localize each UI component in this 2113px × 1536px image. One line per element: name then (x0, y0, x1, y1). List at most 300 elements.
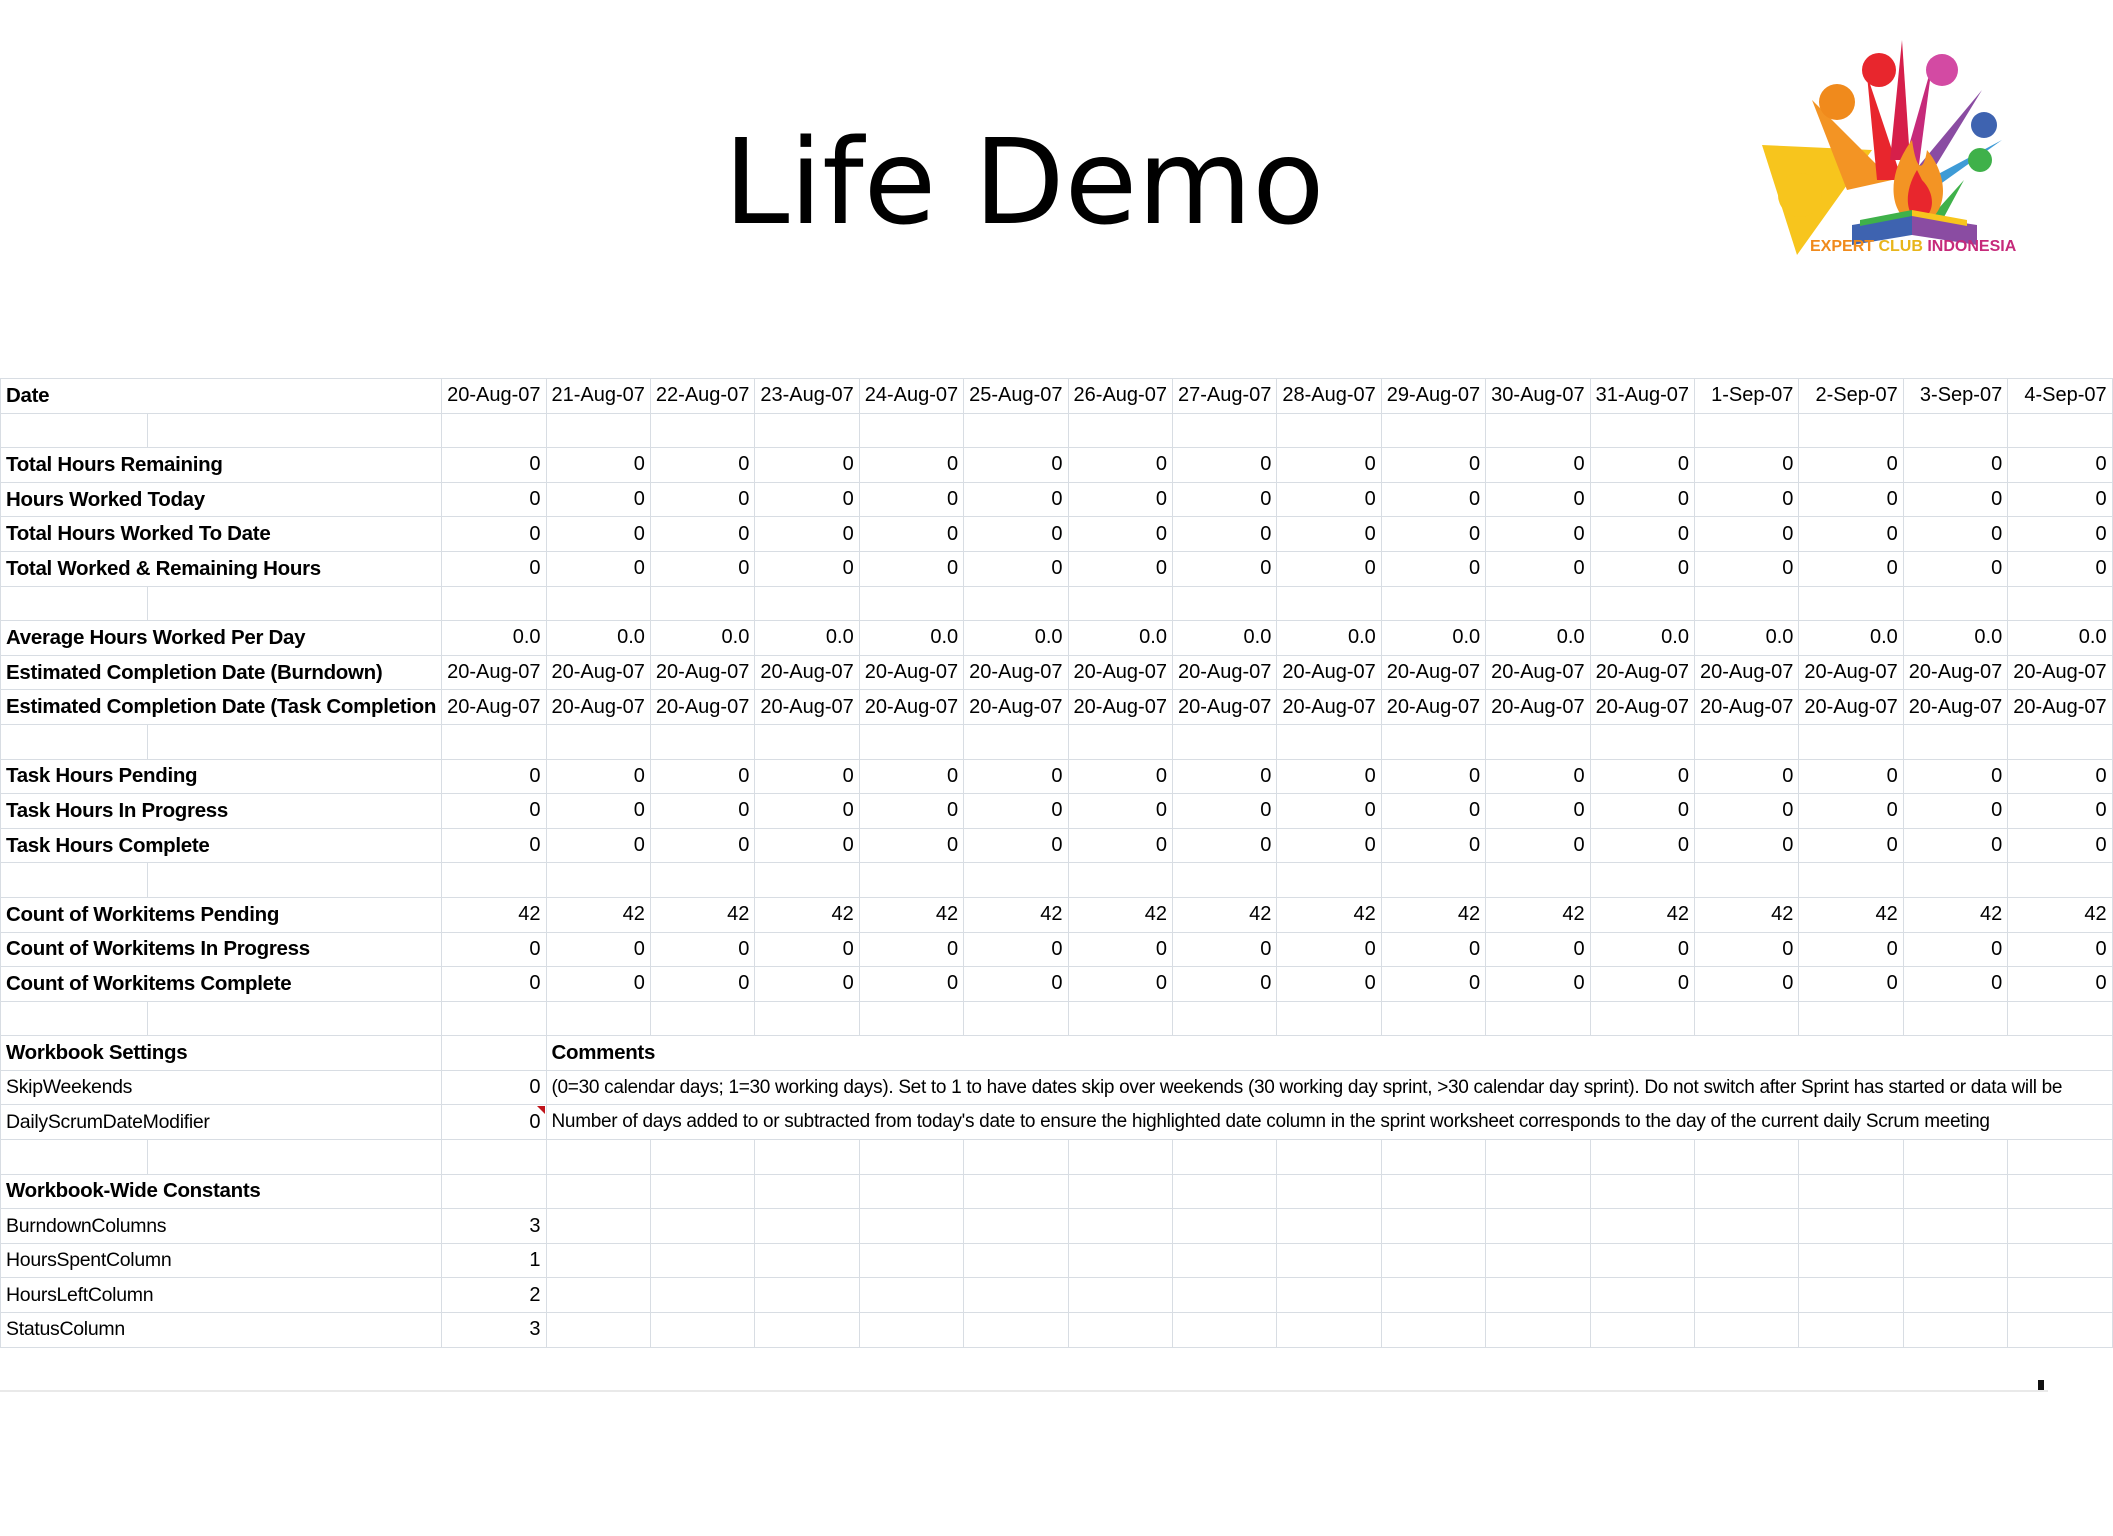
empty-cell[interactable] (1068, 413, 1172, 448)
empty-cell[interactable] (859, 413, 963, 448)
value-cell[interactable]: 0 (755, 967, 859, 1002)
setting-comment[interactable]: (0=30 calendar days; 1=30 working days). Set to 1 to have dates skip over weekends (30 working day sprint, >30 calendar day sprint). Do not switch after Sprint has started or data will be (546, 1070, 2112, 1105)
value-cell[interactable]: 0.0 (1903, 621, 2007, 656)
empty-cell[interactable] (755, 724, 859, 759)
date-header-cell[interactable]: 21-Aug-07 (546, 379, 650, 414)
empty-cell[interactable] (859, 1243, 963, 1278)
value-cell[interactable]: 20-Aug-07 (1381, 655, 1485, 690)
empty-cell[interactable] (964, 1313, 1068, 1348)
empty-cell[interactable] (2008, 724, 2112, 759)
empty-cell[interactable] (546, 1140, 650, 1175)
value-cell[interactable]: 20-Aug-07 (1590, 690, 1694, 725)
value-cell[interactable]: 0 (546, 517, 650, 552)
setting-value[interactable]: 0 (442, 1105, 546, 1140)
empty-cell[interactable] (1381, 1313, 1485, 1348)
value-cell[interactable]: 0.0 (964, 621, 1068, 656)
date-header-label[interactable]: Date (1, 379, 442, 414)
value-cell[interactable]: 0 (1068, 517, 1172, 552)
value-cell[interactable]: 0 (1590, 551, 1694, 586)
empty-cell[interactable] (1694, 413, 1798, 448)
value-cell[interactable]: 0 (1799, 517, 1903, 552)
date-header-cell[interactable]: 20-Aug-07 (442, 379, 546, 414)
value-cell[interactable]: 0 (2008, 517, 2112, 552)
empty-cell[interactable] (1590, 413, 1694, 448)
empty-cell[interactable] (1381, 1140, 1485, 1175)
empty-cell[interactable] (1381, 1209, 1485, 1244)
value-cell[interactable]: 0 (964, 517, 1068, 552)
empty-cell[interactable] (2008, 1140, 2112, 1175)
empty-cell[interactable] (1172, 586, 1276, 621)
empty-cell[interactable] (1381, 586, 1485, 621)
empty-cell[interactable] (1486, 1278, 1590, 1313)
empty-cell[interactable] (1486, 1140, 1590, 1175)
value-cell[interactable]: 0 (442, 517, 546, 552)
empty-cell[interactable] (650, 586, 754, 621)
empty-cell[interactable] (1799, 863, 1903, 898)
value-cell[interactable]: 0 (1068, 759, 1172, 794)
empty-cell[interactable] (1799, 1001, 1903, 1036)
value-cell[interactable]: 0 (1068, 482, 1172, 517)
value-cell[interactable]: 0 (1068, 828, 1172, 863)
empty-cell[interactable] (1068, 1174, 1172, 1209)
empty-cell[interactable] (546, 1278, 650, 1313)
value-cell[interactable]: 0 (1694, 482, 1798, 517)
constant-name[interactable]: BurndownColumns (1, 1209, 442, 1244)
empty-cell[interactable] (964, 1209, 1068, 1244)
empty-cell[interactable] (1694, 1243, 1798, 1278)
constant-name[interactable]: HoursSpentColumn (1, 1243, 442, 1278)
empty-cell[interactable] (1, 724, 148, 759)
value-cell[interactable]: 0 (859, 517, 963, 552)
date-header-cell[interactable]: 3-Sep-07 (1903, 379, 2007, 414)
value-cell[interactable]: 20-Aug-07 (964, 690, 1068, 725)
empty-cell[interactable] (1903, 1243, 2007, 1278)
constant-value[interactable]: 1 (442, 1243, 546, 1278)
value-cell[interactable]: 20-Aug-07 (1694, 655, 1798, 690)
empty-cell[interactable] (1068, 1278, 1172, 1313)
empty-cell[interactable] (2008, 1001, 2112, 1036)
value-cell[interactable]: 0 (1277, 551, 1381, 586)
value-cell[interactable]: 0 (650, 517, 754, 552)
empty-cell[interactable] (964, 1278, 1068, 1313)
value-cell[interactable]: 20-Aug-07 (1903, 690, 2007, 725)
row-label[interactable]: Hours Worked Today (1, 482, 442, 517)
empty-cell[interactable] (1694, 724, 1798, 759)
empty-cell[interactable] (1172, 1140, 1276, 1175)
constant-value[interactable]: 3 (442, 1209, 546, 1244)
value-cell[interactable]: 0 (1277, 448, 1381, 483)
empty-cell[interactable] (859, 1140, 963, 1175)
value-cell[interactable]: 0 (1903, 828, 2007, 863)
empty-cell[interactable] (650, 1140, 754, 1175)
value-cell[interactable]: 20-Aug-07 (1799, 690, 1903, 725)
empty-cell[interactable] (1903, 1001, 2007, 1036)
value-cell[interactable]: 20-Aug-07 (442, 690, 546, 725)
value-cell[interactable]: 0 (1590, 759, 1694, 794)
value-cell[interactable]: 0 (1277, 932, 1381, 967)
empty-cell[interactable] (650, 1278, 754, 1313)
value-cell[interactable]: 0 (442, 482, 546, 517)
value-cell[interactable]: 0 (1486, 794, 1590, 829)
value-cell[interactable]: 0 (1277, 482, 1381, 517)
value-cell[interactable]: 0.0 (859, 621, 963, 656)
empty-cell[interactable] (650, 1313, 754, 1348)
empty-cell[interactable] (1903, 1209, 2007, 1244)
value-cell[interactable]: 0 (1903, 932, 2007, 967)
empty-cell[interactable] (1590, 863, 1694, 898)
empty-cell[interactable] (1, 413, 148, 448)
value-cell[interactable]: 0 (1381, 551, 1485, 586)
value-cell[interactable]: 0 (650, 794, 754, 829)
value-cell[interactable]: 0 (442, 551, 546, 586)
value-cell[interactable]: 0 (1590, 517, 1694, 552)
value-cell[interactable]: 42 (964, 897, 1068, 932)
value-cell[interactable]: 20-Aug-07 (1590, 655, 1694, 690)
value-cell[interactable]: 0 (1590, 794, 1694, 829)
value-cell[interactable]: 0 (859, 482, 963, 517)
empty-cell[interactable] (546, 1243, 650, 1278)
value-cell[interactable]: 0 (2008, 794, 2112, 829)
empty-cell[interactable] (964, 1140, 1068, 1175)
value-cell[interactable]: 0 (755, 448, 859, 483)
value-cell[interactable]: 0 (1381, 759, 1485, 794)
empty-cell[interactable] (1277, 1243, 1381, 1278)
empty-cell[interactable] (859, 1174, 963, 1209)
empty-cell[interactable] (755, 1174, 859, 1209)
constant-name[interactable]: StatusColumn (1, 1313, 442, 1348)
value-cell[interactable]: 20-Aug-07 (964, 655, 1068, 690)
value-cell[interactable]: 42 (859, 897, 963, 932)
value-cell[interactable]: 0 (650, 828, 754, 863)
value-cell[interactable]: 20-Aug-07 (1381, 690, 1485, 725)
empty-cell[interactable] (1172, 1174, 1276, 1209)
empty-cell[interactable] (1381, 1001, 1485, 1036)
value-cell[interactable]: 20-Aug-07 (2008, 655, 2112, 690)
value-cell[interactable]: 0 (1381, 932, 1485, 967)
value-cell[interactable]: 20-Aug-07 (1694, 690, 1798, 725)
value-cell[interactable]: 0.0 (442, 621, 546, 656)
value-cell[interactable]: 0 (1799, 794, 1903, 829)
value-cell[interactable]: 0 (442, 448, 546, 483)
empty-cell[interactable] (442, 1174, 546, 1209)
empty-cell[interactable] (1799, 1313, 1903, 1348)
value-cell[interactable]: 0.0 (755, 621, 859, 656)
value-cell[interactable]: 0 (755, 794, 859, 829)
value-cell[interactable]: 0 (650, 759, 754, 794)
empty-cell[interactable] (442, 1140, 546, 1175)
empty-cell[interactable] (2008, 413, 2112, 448)
value-cell[interactable]: 0 (964, 551, 1068, 586)
value-cell[interactable]: 42 (1277, 897, 1381, 932)
value-cell[interactable]: 0.0 (2008, 621, 2112, 656)
empty-cell[interactable] (1277, 413, 1381, 448)
empty-cell[interactable] (148, 413, 442, 448)
row-label[interactable]: Total Worked & Remaining Hours (1, 551, 442, 586)
value-cell[interactable]: 42 (1068, 897, 1172, 932)
empty-cell[interactable] (2008, 863, 2112, 898)
value-cell[interactable]: 20-Aug-07 (859, 690, 963, 725)
value-cell[interactable]: 0 (546, 967, 650, 1002)
date-header-cell[interactable]: 25-Aug-07 (964, 379, 1068, 414)
value-cell[interactable]: 0 (1068, 967, 1172, 1002)
value-cell[interactable]: 0 (442, 967, 546, 1002)
empty-cell[interactable] (650, 1174, 754, 1209)
value-cell[interactable]: 0 (755, 517, 859, 552)
empty-cell[interactable] (1486, 724, 1590, 759)
empty-cell[interactable] (1799, 1174, 1903, 1209)
value-cell[interactable]: 0 (650, 967, 754, 1002)
empty-cell[interactable] (964, 863, 1068, 898)
empty-cell[interactable] (1172, 863, 1276, 898)
empty-cell[interactable] (1277, 1278, 1381, 1313)
value-cell[interactable]: 0.0 (1277, 621, 1381, 656)
value-cell[interactable]: 0 (1799, 967, 1903, 1002)
value-cell[interactable]: 20-Aug-07 (546, 655, 650, 690)
value-cell[interactable]: 0.0 (1068, 621, 1172, 656)
value-cell[interactable]: 0 (1694, 828, 1798, 863)
value-cell[interactable]: 0 (964, 932, 1068, 967)
row-label[interactable]: Total Hours Worked To Date (1, 517, 442, 552)
empty-cell[interactable] (859, 1278, 963, 1313)
empty-cell[interactable] (964, 724, 1068, 759)
value-cell[interactable]: 20-Aug-07 (1068, 655, 1172, 690)
value-cell[interactable]: 0 (1486, 828, 1590, 863)
empty-cell[interactable] (546, 413, 650, 448)
value-cell[interactable]: 0 (546, 794, 650, 829)
empty-cell[interactable] (1486, 413, 1590, 448)
value-cell[interactable]: 0 (755, 551, 859, 586)
value-cell[interactable]: 0 (1277, 759, 1381, 794)
date-header-cell[interactable]: 27-Aug-07 (1172, 379, 1276, 414)
empty-cell[interactable] (1277, 586, 1381, 621)
workbook-settings-title[interactable]: Workbook Settings (1, 1036, 442, 1071)
value-cell[interactable]: 0 (546, 828, 650, 863)
value-cell[interactable]: 0 (755, 759, 859, 794)
value-cell[interactable]: 0 (2008, 828, 2112, 863)
empty-cell[interactable] (1590, 1209, 1694, 1244)
value-cell[interactable]: 20-Aug-07 (442, 655, 546, 690)
empty-cell[interactable] (1486, 1313, 1590, 1348)
constant-value[interactable]: 3 (442, 1313, 546, 1348)
row-label[interactable]: Task Hours In Progress (1, 794, 442, 829)
empty-cell[interactable] (546, 1174, 650, 1209)
empty-cell[interactable] (1, 586, 148, 621)
empty-cell[interactable] (650, 1209, 754, 1244)
value-cell[interactable]: 0 (442, 932, 546, 967)
value-cell[interactable]: 0 (1694, 759, 1798, 794)
value-cell[interactable]: 0 (859, 967, 963, 1002)
row-label[interactable]: Average Hours Worked Per Day (1, 621, 442, 656)
empty-cell[interactable] (1694, 1313, 1798, 1348)
empty-cell[interactable] (1068, 1140, 1172, 1175)
setting-comment[interactable]: Number of days added to or subtracted from today's date to ensure the highlighted date column in the sprint worksheet corresponds to the day of the current daily Scrum meeting (546, 1105, 2112, 1140)
value-cell[interactable]: 0 (1694, 551, 1798, 586)
value-cell[interactable]: 0 (1903, 482, 2007, 517)
empty-cell[interactable] (1590, 1278, 1694, 1313)
empty-cell[interactable] (859, 1313, 963, 1348)
value-cell[interactable]: 0 (1903, 517, 2007, 552)
empty-cell[interactable] (546, 1313, 650, 1348)
empty-cell[interactable] (1903, 1313, 2007, 1348)
value-cell[interactable]: 0 (1381, 967, 1485, 1002)
empty-cell[interactable] (546, 1209, 650, 1244)
value-cell[interactable]: 0 (755, 828, 859, 863)
empty-cell[interactable] (442, 1001, 546, 1036)
value-cell[interactable]: 42 (1486, 897, 1590, 932)
empty-cell[interactable] (859, 1209, 963, 1244)
value-cell[interactable]: 42 (1694, 897, 1798, 932)
empty-cell[interactable] (1277, 724, 1381, 759)
value-cell[interactable]: 0 (1694, 967, 1798, 1002)
empty-cell[interactable] (650, 413, 754, 448)
empty-cell[interactable] (1, 1140, 148, 1175)
empty-cell[interactable] (1068, 1313, 1172, 1348)
empty-cell[interactable] (1068, 863, 1172, 898)
empty-cell[interactable] (650, 863, 754, 898)
empty-cell[interactable] (2008, 1174, 2112, 1209)
empty-cell[interactable] (1694, 863, 1798, 898)
date-header-cell[interactable]: 28-Aug-07 (1277, 379, 1381, 414)
empty-cell[interactable] (755, 1140, 859, 1175)
empty-cell[interactable] (1068, 1209, 1172, 1244)
value-cell[interactable]: 42 (755, 897, 859, 932)
empty-cell[interactable] (755, 1209, 859, 1244)
value-cell[interactable]: 0 (1172, 967, 1276, 1002)
value-cell[interactable]: 0 (1172, 759, 1276, 794)
value-cell[interactable]: 42 (442, 897, 546, 932)
value-cell[interactable]: 0 (1486, 967, 1590, 1002)
empty-cell[interactable] (650, 1243, 754, 1278)
empty-cell[interactable] (1486, 1001, 1590, 1036)
empty-cell[interactable] (546, 863, 650, 898)
value-cell[interactable]: 0 (1381, 448, 1485, 483)
empty-cell[interactable] (1381, 863, 1485, 898)
value-cell[interactable]: 0 (1590, 828, 1694, 863)
empty-cell[interactable] (1799, 724, 1903, 759)
empty-cell[interactable] (1694, 1001, 1798, 1036)
value-cell[interactable]: 0 (859, 828, 963, 863)
value-cell[interactable]: 0 (755, 932, 859, 967)
value-cell[interactable]: 0 (859, 932, 963, 967)
value-cell[interactable]: 0 (1068, 551, 1172, 586)
value-cell[interactable]: 20-Aug-07 (1277, 655, 1381, 690)
value-cell[interactable]: 20-Aug-07 (1277, 690, 1381, 725)
value-cell[interactable]: 0 (1590, 482, 1694, 517)
empty-cell[interactable] (964, 1243, 1068, 1278)
value-cell[interactable]: 0 (964, 828, 1068, 863)
value-cell[interactable]: 0 (1172, 482, 1276, 517)
empty-cell[interactable] (442, 586, 546, 621)
value-cell[interactable]: 0.0 (1799, 621, 1903, 656)
value-cell[interactable]: 0 (1381, 517, 1485, 552)
value-cell[interactable]: 20-Aug-07 (1486, 690, 1590, 725)
empty-cell[interactable] (1799, 586, 1903, 621)
empty-cell[interactable] (755, 413, 859, 448)
row-label[interactable]: Total Hours Remaining (1, 448, 442, 483)
value-cell[interactable]: 42 (1903, 897, 2007, 932)
value-cell[interactable]: 0 (859, 759, 963, 794)
value-cell[interactable]: 0 (964, 759, 1068, 794)
date-header-cell[interactable]: 29-Aug-07 (1381, 379, 1485, 414)
row-label[interactable]: Task Hours Complete (1, 828, 442, 863)
empty-cell[interactable] (1277, 1140, 1381, 1175)
value-cell[interactable]: 0 (1486, 932, 1590, 967)
value-cell[interactable]: 0 (546, 759, 650, 794)
value-cell[interactable]: 0 (1068, 448, 1172, 483)
value-cell[interactable]: 0 (650, 551, 754, 586)
value-cell[interactable]: 0 (1799, 482, 1903, 517)
empty-cell[interactable] (546, 586, 650, 621)
empty-cell[interactable] (755, 586, 859, 621)
setting-name[interactable]: DailyScrumDateModifier (1, 1105, 442, 1140)
empty-cell[interactable] (1590, 1140, 1694, 1175)
empty-cell[interactable] (1694, 586, 1798, 621)
value-cell[interactable]: 0 (1694, 448, 1798, 483)
value-cell[interactable]: 0 (1799, 759, 1903, 794)
empty-cell[interactable] (442, 724, 546, 759)
value-cell[interactable]: 0.0 (1590, 621, 1694, 656)
row-label[interactable]: Estimated Completion Date (Task Completion (1, 690, 442, 725)
spreadsheet-grid[interactable] (0, 378, 2107, 1391)
value-cell[interactable]: 0 (1903, 794, 2007, 829)
date-header-cell[interactable]: 4-Sep-07 (2008, 379, 2112, 414)
empty-cell[interactable] (1068, 586, 1172, 621)
value-cell[interactable]: 42 (1590, 897, 1694, 932)
empty-cell[interactable] (1381, 413, 1485, 448)
empty-cell[interactable] (1277, 1313, 1381, 1348)
value-cell[interactable]: 0 (1172, 448, 1276, 483)
workbook-constants-title[interactable]: Workbook-Wide Constants (1, 1174, 442, 1209)
row-label[interactable]: Task Hours Pending (1, 759, 442, 794)
value-cell[interactable]: 0 (1277, 967, 1381, 1002)
empty-cell[interactable] (1694, 1140, 1798, 1175)
empty-cell[interactable] (1172, 1278, 1276, 1313)
row-label[interactable]: Count of Workitems Pending (1, 897, 442, 932)
value-cell[interactable]: 0 (1799, 932, 1903, 967)
value-cell[interactable]: 0 (2008, 967, 2112, 1002)
value-cell[interactable]: 0 (1694, 932, 1798, 967)
value-cell[interactable]: 20-Aug-07 (1799, 655, 1903, 690)
value-cell[interactable]: 0 (755, 482, 859, 517)
empty-cell[interactable] (442, 863, 546, 898)
empty-cell[interactable] (1277, 1174, 1381, 1209)
empty-cell[interactable] (1486, 1209, 1590, 1244)
value-cell[interactable]: 42 (650, 897, 754, 932)
empty-cell[interactable] (859, 863, 963, 898)
date-header-cell[interactable]: 2-Sep-07 (1799, 379, 1903, 414)
fill-handle-icon[interactable] (2038, 1380, 2044, 1390)
empty-cell[interactable] (650, 724, 754, 759)
value-cell[interactable]: 20-Aug-07 (2008, 690, 2112, 725)
setting-value[interactable]: 0 (442, 1070, 546, 1105)
value-cell[interactable]: 0.0 (1381, 621, 1485, 656)
empty-cell[interactable] (148, 586, 442, 621)
value-cell[interactable]: 0 (1277, 794, 1381, 829)
empty-cell[interactable] (442, 413, 546, 448)
empty-cell[interactable] (650, 1001, 754, 1036)
value-cell[interactable]: 0 (1277, 828, 1381, 863)
value-cell[interactable]: 0 (1381, 482, 1485, 517)
empty-cell[interactable] (1277, 863, 1381, 898)
empty-cell[interactable] (1903, 413, 2007, 448)
value-cell[interactable]: 0 (1486, 517, 1590, 552)
value-cell[interactable]: 0 (1172, 932, 1276, 967)
empty-cell[interactable] (546, 724, 650, 759)
value-cell[interactable]: 0 (964, 482, 1068, 517)
empty-cell[interactable] (148, 724, 442, 759)
value-cell[interactable]: 0 (1486, 482, 1590, 517)
empty-cell[interactable] (1, 863, 148, 898)
